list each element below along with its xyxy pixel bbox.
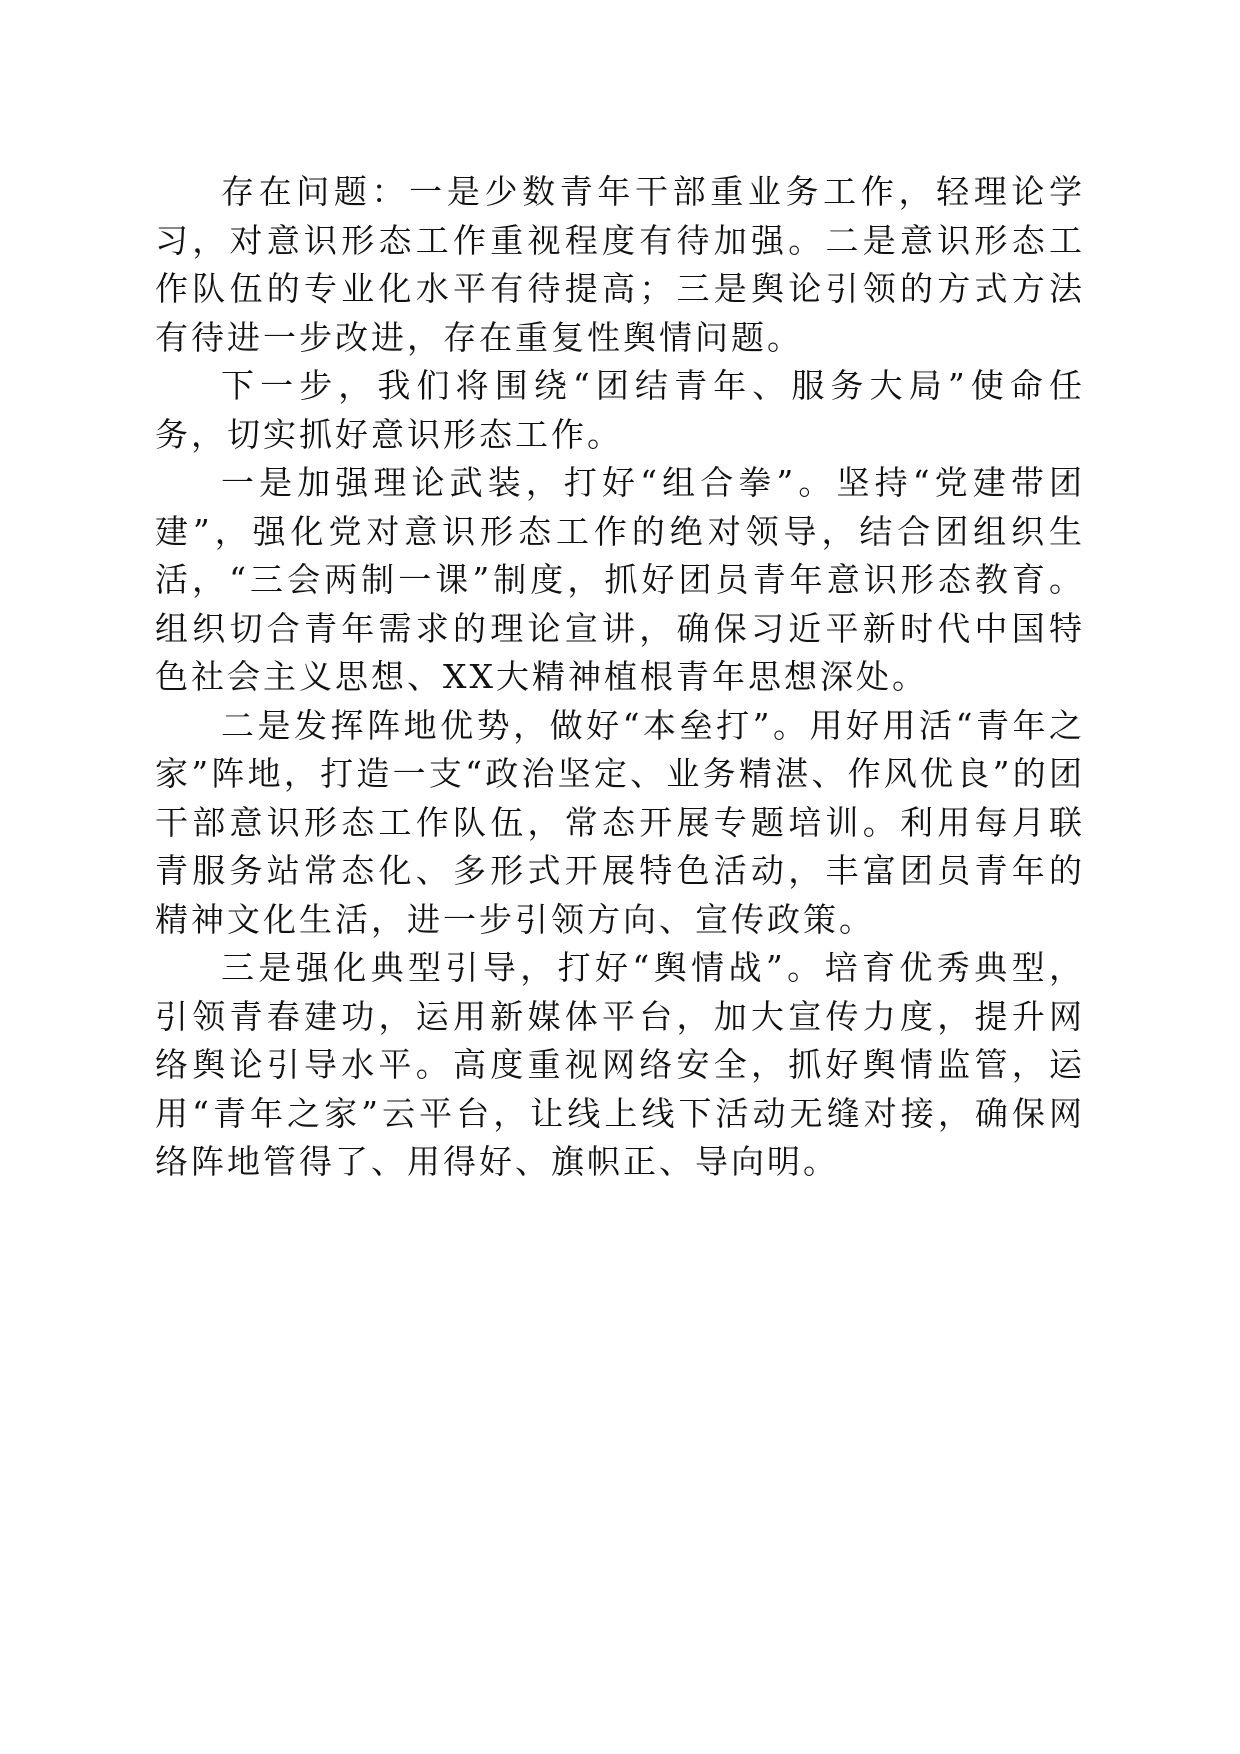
paragraph-position: 二是发挥阵地优势，做好“本垒打”。用好用活“青年之家”阵地，打造一支“政治坚定、业务精湛、作风优良”的团干部意识形态工作队伍，常态开展专题培训。利用每月联青服务站常态化、多形式开展特色活动，丰富团员青年的精神文化生活，进一步引领方向、宣传政策。 (155, 705, 1085, 939)
paragraph-guidance: 三是强化典型引导，打好“舆情战”。培育优秀典型，引领青春建功，运用新媒体平台，加大宣传力度，提升网络舆论引导水平。高度重视网络安全，抓好舆情监管，运用“青年之家”云平台，让线上线下活动无缝对接，确保网络阵地管得了、用得好、旗帜正、导向明。 (155, 948, 1085, 1181)
paragraph-next-steps: 下一步，我们将围绕“团结青年、服务大局”使命任务，切实抓好意识形态工作。 (155, 366, 1085, 454)
paragraph-theory: 一是加强理论武装，打好“组合拳”。坚持“党建带团建”，强化党对意识形态工作的绝对领导，结合团组织生活，“三会两制一课”制度，抓好团员青年意识形态教育。组织切合青年需求的理论宣讲，确保习近平新时代中国特色社会主义思想、XX大精神植根青年思想深处。 (155, 463, 1085, 696)
paragraph-problems: 存在问题：一是少数青年干部重业务工作，轻理论学习，对意识形态工作重视程度有待加强。二是意识形态工作队伍的专业化水平有待提高；三是舆论引领的方式方法有待进一步改进，存在重复性舆情问题。 (155, 172, 1085, 357)
document-body (155, 168, 1085, 1187)
